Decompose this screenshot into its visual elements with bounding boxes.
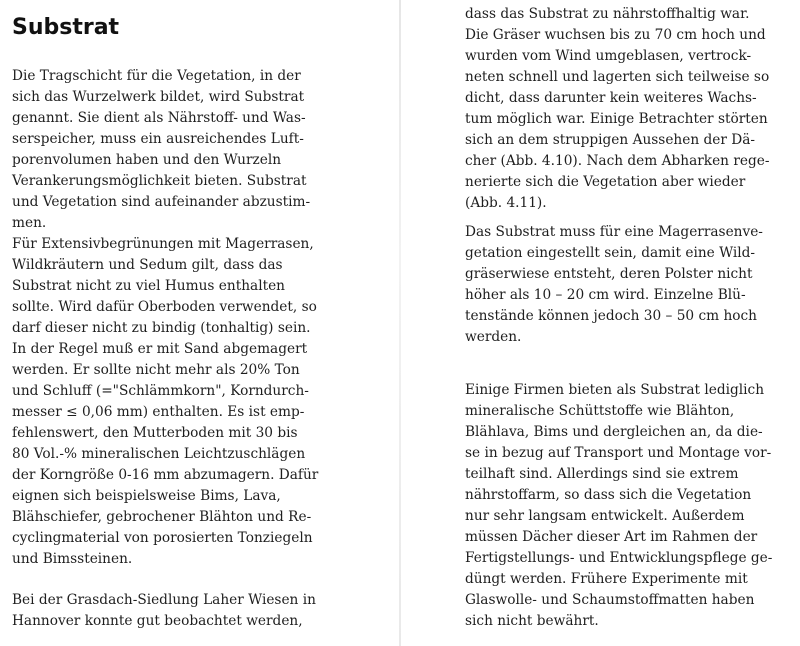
paragraph-laher-wiesen: Bei der Grasdach-Siedlung Laher Wiesen in Hannover konnte gut beobachtet werden, — [12, 592, 316, 629]
section-heading: Substrat — [12, 15, 120, 40]
paragraph-nutrient-content: dass das Substrat zu nährstoffhaltig war. Die Gräser wuchsen bis zu 70 cm hoch und wurden vom Wind umgeblasen, vertrock- neten schnell und lagerten sich teilweise so dicht, dass darunter kein weiteres Wachs- tum möglich war. Einige Betrachter störten sich an dem struppigen Aussehen der Dä- cher (Abb. 4.10). Nach dem Abharken rege- nerierte sich die Vegetation aber wieder (Abb. 4.11). — [465, 6, 770, 211]
paragraph-extensive-greening: Für Extensivbegrünungen mit Magerrasen, Wildkräutern und Sedum gilt, dass das Substrat nicht zu viel Humus enthalten sollte. Wird dafür Oberboden verwendet, so darf dieser nicht zu bindig (tonhaltig) sein. In der Regel muß er mit Sand abgemagert werden. Er sollte nicht mehr als 20% Ton und Schluff (="Schlämmkorn", Korndurch- messer ≤ 0,06 mm) enthalten. Es ist emp- fehlenswert, den Mutterboden mit 30 bis 80 Vol.-% mineralischen Leichtzuschlägen der Korngröße 0-16 mm abzumagern. Dafür eignen sich beispielsweise Bims, Lava, Blähschiefer, gebrochener Blähton und Re- cyclingmaterial von porosierten Tonziegeln und Bimssteinen. — [12, 236, 319, 567]
paragraph-intro: Die Tragschicht für die Vegetation, in der sich das Wurzelwerk bildet, wird Substrat genannt. Sie dient als Nährstoff- und Was- serspeicher, muss ein ausreichendes Luft- porenvolumen haben und den Wurzeln Verankerungsmöglichkeit bieten. Substrat und Vegetation sind aufeinander abzustim- men. — [12, 68, 311, 231]
paragraph-dry-grass-vegetation: Das Substrat muss für eine Magerrasenve- getation eingestellt sein, damit eine Wild- gräserwiese entsteht, deren Polster nicht höher als 10 – 20 cm wird. Einzelne Blü- tenstände können jedoch 30 – 50 cm hoch werden. — [465, 224, 763, 345]
paragraph-mineral-substrates: Einige Firmen bieten als Substrat lediglich mineralische Schüttstoffe wie Blähton, Blählava, Bims und dergleichen an, da die- se in bezug auf Transport und Montage vor- teilhaft sind. Allerdings sind sie extrem nährstoffarm, so dass sich die Vegetation nur sehr langsam entwickelt. Außerdem müssen Dächer dieser Art im Rahmen der Fertigstellungs- und Entwicklungspflege ge- düngt werden. Frühere Experimente mit Glaswolle- und Schaumstoffmatten haben sich nicht bewährt. — [465, 382, 773, 629]
right-page — [408, 0, 800, 646]
page-gutter — [399, 0, 401, 646]
left-page — [0, 0, 390, 646]
